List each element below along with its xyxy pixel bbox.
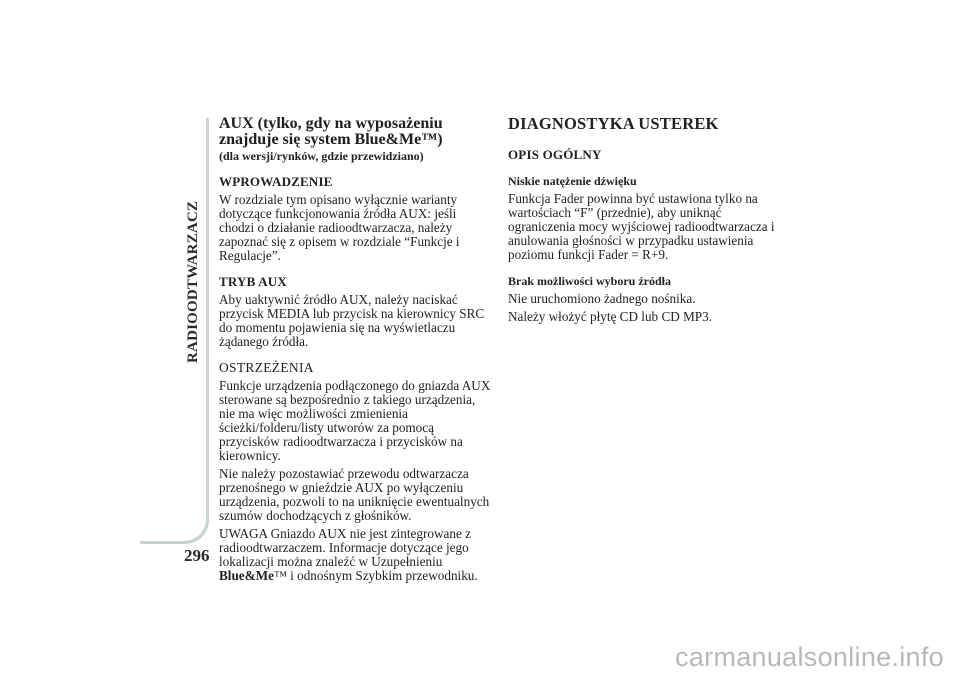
section-side-label: RADIOODTWARZACZ [185, 200, 201, 363]
aux-mode-heading: TRYB AUX [219, 274, 287, 289]
aux-title: AUX (tylko, gdy na wyposażeniu znajduje się system Blue&Me™) [219, 115, 443, 148]
page-number: 296 [184, 546, 210, 565]
diagnostics-title: DIAGNOSTYKA USTEREK [508, 114, 719, 133]
no-source-text-2: Należy włożyć płytę CD lub CD MP3. [508, 309, 713, 324]
intro-heading: WPROWADZENIE [219, 174, 333, 189]
watermark: carmanualsonline.info [675, 642, 944, 672]
aux-subtitle: (dla wersji/rynków, gdzie przewidziano) [219, 149, 424, 163]
right-column [508, 116, 783, 324]
brand-name: Blue&Me [219, 568, 274, 583]
intro-text: W rozdziale tym opisano wyłącznie warianty dotyczące funkcjonowania źródła AUX: jeśli chodzi o działanie radioodtwarzacza, należy zapoznać się z opisem w rozdziale “Funkcje i Regulacje”. [219, 192, 460, 263]
left-column [219, 116, 494, 583]
no-source-heading: Brak możliwości wyboru źródła [508, 274, 671, 288]
warnings-text-3 [219, 527, 494, 583]
warnings-text-2: Nie należy pozostawiać przewodu odtwarzacza przenośnego w gnieździe AUX po wyłączeniu urządzenia, pozwoli to na uniknięcie ewentualnych szumów dochodzących z głośników. [219, 466, 490, 523]
low-volume-text: Funkcja Fader powinna być ustawiona tylko na wartościach “F” (przednie), aby uniknąć ograniczenia mocy wyjściowej radioodtwarzacza i anulowania głośności w przypadku ustawienia poziomu funkcji Fader = R+9. [508, 191, 775, 262]
no-source-text-1: Nie uruchomiono żadnego nośnika. [508, 291, 696, 306]
warnings-text-3b: ™ i odnośnym Szybkim przewodniku. [273, 568, 478, 583]
low-volume-heading: Niskie natężenie dźwięku [508, 174, 637, 188]
warnings-text-3a: UWAGA Gniazdo AUX nie jest zintegrowane z radioodtwarzaczem. Informacje dotyczące jego lokalizacji można znaleźć w Uzupełnieniu [219, 526, 471, 569]
general-heading: OPIS OGÓLNY [508, 147, 602, 162]
warnings-heading: OSTRZEŻENIA [219, 360, 314, 375]
warnings-text-1: Funkcje urządzenia podłączonego do gniazda AUX sterowane są bezpośrednio z takiego urządzenia, nie ma więc możliwości zmienienia ścieżki/folderu/listy utworów za pomocą przycisków radioodtwarzacza i przycisków na kierownicy. [219, 378, 491, 463]
aux-mode-text: Aby uaktywnić źródło AUX, należy naciskać przycisk MEDIA lub przycisk na kierownicy SRC do momentu pojawienia się na wyświetlaczu żądanego źródła. [219, 292, 485, 349]
